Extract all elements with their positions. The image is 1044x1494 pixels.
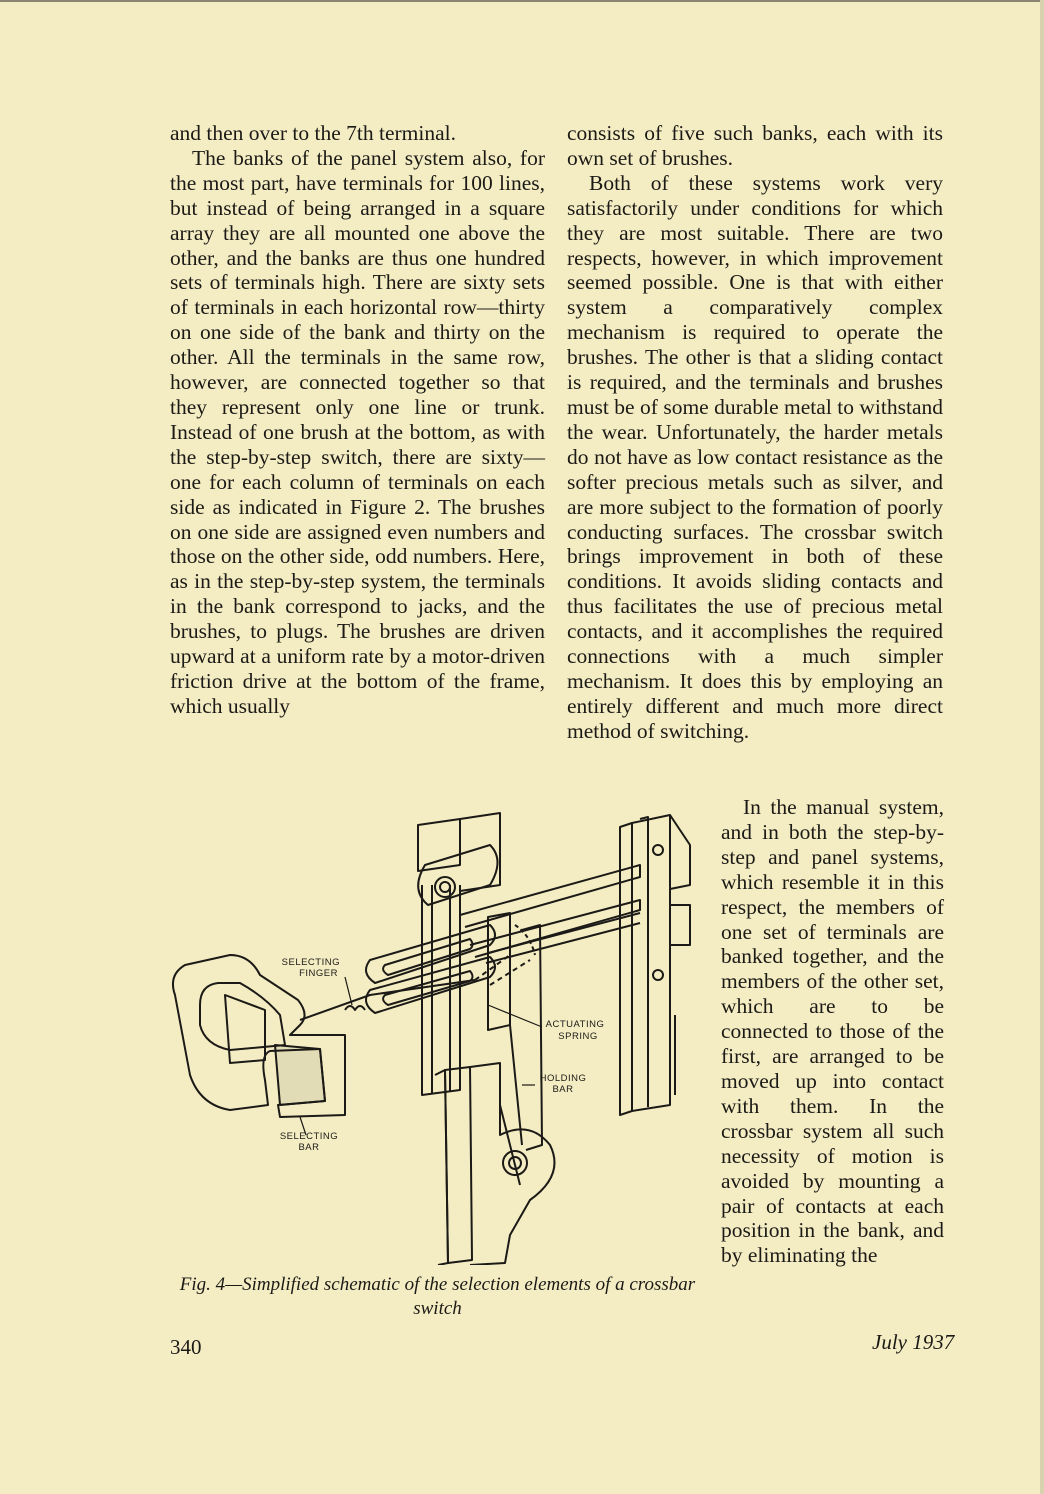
left-paragraph-2: The banks of the panel system also, for the most part, have terminals for 100 lines, but instead of being arranged in a square array they are all mounted one above the other, and the banks are thus one hundred sets of terminals high. There are sixty sets of terminals in each horizontal row—thirty on one side of the bank and thirty on the other. All the terminals in the same row, however, are connected together so that they represent only one line or trunk. Instead of one brush at the bottom, as with the step-by-step switch, there are sixty—one for each column of terminals on each side as indicated in Figure 2. The brushes on one side are assigned even numbers and those on the other side, odd numbers. Here, as in the step-by-step system, the terminals in the bank correspond to jacks, and the brushes, to plugs. The brushes are driven upward at a uniform rate by a motor-driven friction drive at the bottom of the frame, which usually: [170, 145, 545, 718]
right-paragraph-3: In the manual system, and in both the step-by-step and panel systems, which resemble it in this respect, the members of one set of terminals are banked together, and the members of the other set, which are to be connected to those of the first, are arranged to be moved up into contact with them. In the crossbar system all such necessity of motion is avoided by mounting a pair of contacts at each position in the bank, and by eliminating the: [721, 795, 944, 1268]
label-selecting-bar-line1: SELECTING: [279, 1131, 339, 1142]
label-actuating-spring-line2: SPRING: [558, 1031, 598, 1042]
right-paragraph-2: Both of these systems work very satisfactorily under conditions for which they are most suitable. There are two respects, however, in which improvement seemed possible. One is that with either system a comparatively complex mechanism is required to operate the brushes. The other is that a sliding contact is required, and the terminals and brushes must be of some durable metal to withstand the wear. Unfortunately, the harder metals do not have as low contact resistance as the softer precious metals such as silver, and are more subject to the formation of poorly conducting surfaces. The crossbar switch brings improvement in both of these conditions. It avoids sliding contacts and thus facilitates the use of precious metal contacts, and it accomplishes the required connections with a much simpler mechanism. It does this by employing an entirely different and much more direct method of switching.: [567, 170, 943, 743]
label-selecting-bar-line2: BAR: [298, 1142, 320, 1153]
crossbar-schematic-drawing: [170, 805, 710, 1265]
label-selecting-finger-line1: SELECTING: [281, 957, 340, 968]
label-selecting-finger-line2: FINGER: [299, 968, 338, 979]
right-paragraph-1: consists of five such banks, each with its own set of brushes.: [567, 121, 943, 170]
figure-number: Fig. 4: [179, 1274, 226, 1295]
right-lower-text-column: [721, 795, 944, 1268]
label-holding-bar-line1: HOLDING: [539, 1073, 587, 1084]
page-top-rule: [0, 0, 1044, 2]
figure-caption: [170, 1273, 705, 1321]
left-paragraph-1: and then over to the 7th terminal.: [170, 121, 456, 145]
label-actuating-spring-line1: ACTUATING: [545, 1019, 605, 1030]
left-text-column: [170, 121, 545, 719]
crossbar-switch-figure: [170, 805, 710, 1265]
figure-caption-text: —Simplified schematic of the selection elements of a crossbar switch: [225, 1274, 696, 1319]
issue-date: July 1937: [872, 1330, 955, 1354]
page-number: 340: [170, 1335, 202, 1359]
label-holding-bar-line2: BAR: [552, 1084, 574, 1095]
page-edge: [1040, 0, 1044, 1494]
right-text-column: [567, 121, 943, 744]
